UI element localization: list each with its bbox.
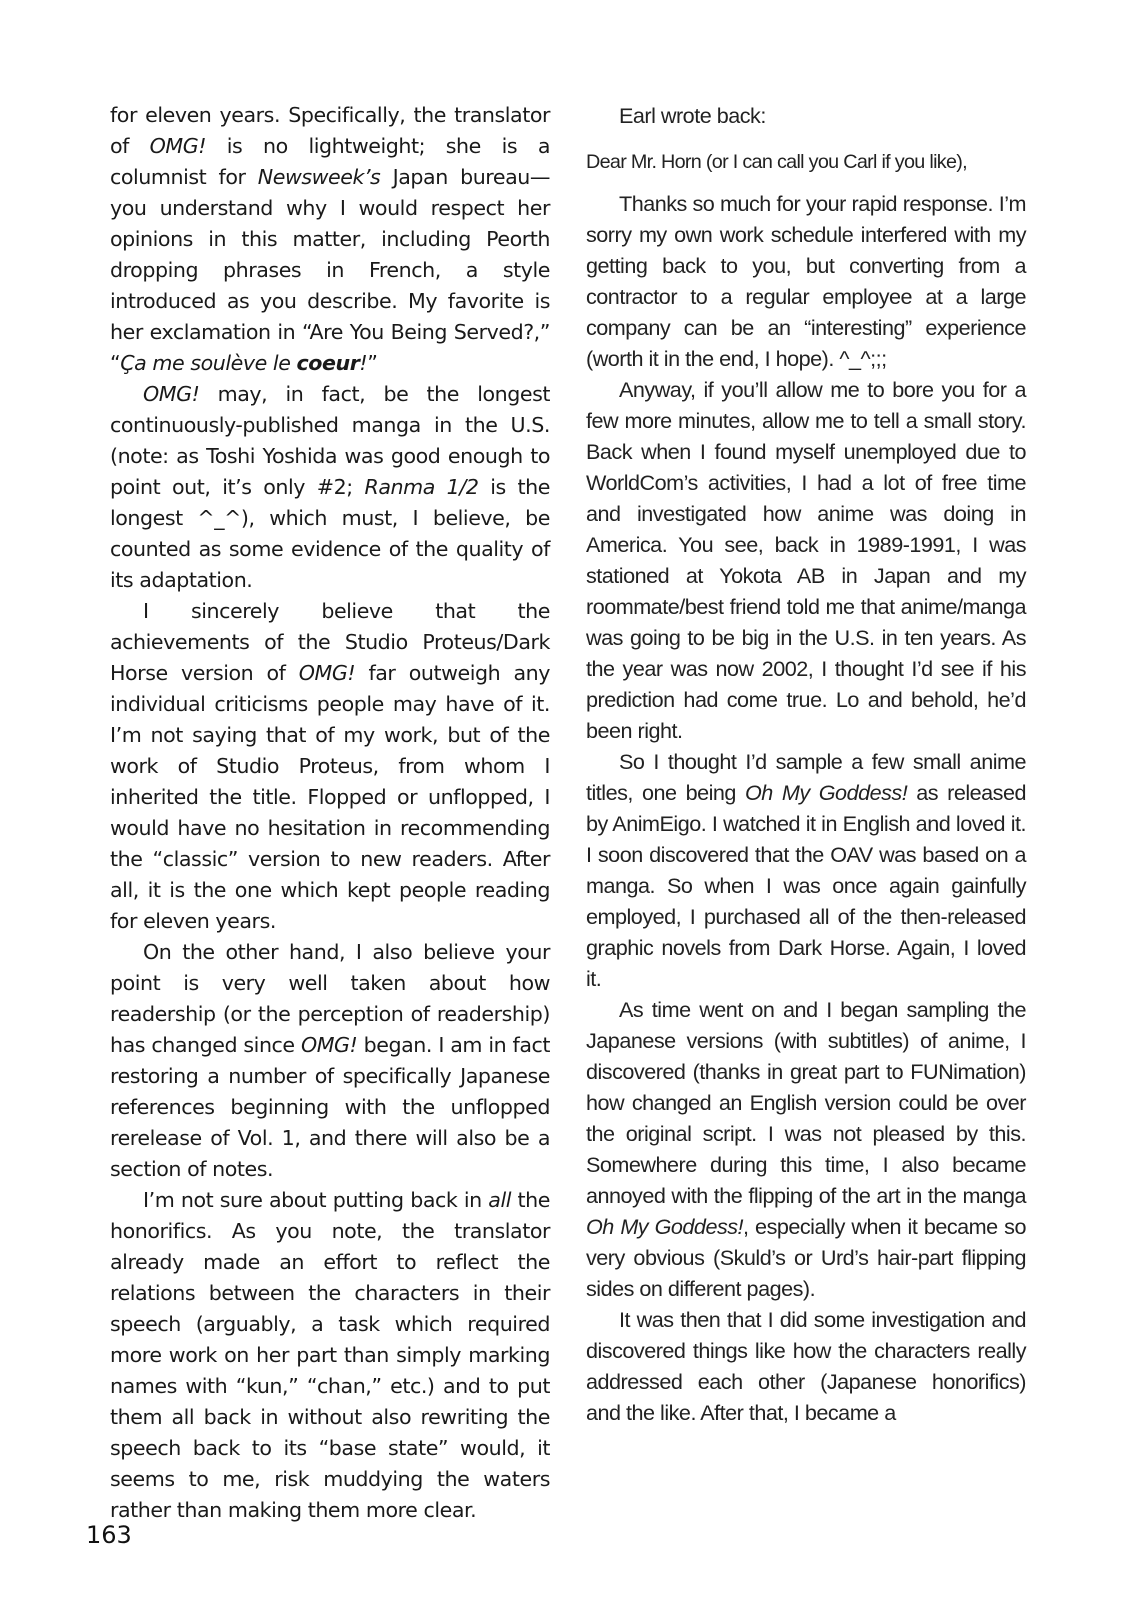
text: for eleven years. Specifically, the translator of: [110, 103, 550, 158]
text: ”: [367, 351, 378, 375]
title-italic: OMG!: [300, 1033, 358, 1057]
paragraph: [110, 937, 550, 1185]
text: , especially when it became so very obvious (Skuld’s or Urd’s hair-part flipping sides on different pages).: [586, 1214, 1026, 1301]
title-italic: OMG!: [298, 661, 356, 685]
right-column: [586, 100, 1026, 1428]
title-italic: Ranma 1/2: [364, 475, 479, 499]
text: So I thought I’d sample a few small anime titles, one being: [586, 749, 1026, 805]
title-italic: Oh My Goddess!: [586, 1214, 744, 1239]
text: may, in fact, be the longest continuously-published manga in the U.S. (note: as Toshi Yoshida was good enough to point out, it’s only #2;: [110, 382, 550, 499]
title-italic: OMG!: [149, 134, 207, 158]
paragraph: Thanks so much for your rapid response. I’m sorry my own work schedule interfered with my getting back to you, but converting from a contractor to a regular employee at a large company can be an “interesting” experience (worth it in the end, I hope). ^_^;;;: [586, 191, 1026, 371]
title-italic: Newsweek’s: [257, 165, 381, 189]
text: I sincerely believe that the achievements of the Studio Proteus/Dark Horse version of: [110, 599, 550, 685]
text: is no lightweight; she is a columnist for: [110, 134, 550, 189]
french-phrase-bold: coeur: [296, 351, 360, 375]
text: began. I am in fact restoring a number of specifically Japanese references beginning with the unflopped rerelease of Vol. 1, and there will also be a section of notes.: [110, 1033, 551, 1181]
letter-heading: Earl wrote back:: [619, 103, 766, 128]
paragraph: [586, 746, 1026, 994]
french-phrase: !: [359, 351, 368, 375]
paragraph: [110, 100, 550, 379]
text: the honorifics. As you note, the translator already made an effort to reflect the relations between the characters in their speech (arguably, a task which required more work on her part than simply marking names with “kun,” “chan,” etc.) and to put them all back in without also rewriting the speech back to its “base state” would, it seems to me, risk muddying the waters rather than making them more clear.: [110, 1188, 550, 1522]
french-phrase: Ça me soulève le: [120, 351, 297, 375]
paragraph: [586, 994, 1026, 1304]
text: far outweigh any individual criticisms people may have of it. I’m not saying that of my work, but of the work of Studio Proteus, from whom I inherited the title. Flopped or unflopped, I would have no hesitation in recommending the “classic” version to new readers. After all, it is the one which kept people reading for eleven years.: [110, 661, 550, 933]
paragraph: [110, 379, 550, 596]
paragraph: Anyway, if you’ll allow me to bore you for a few more minutes, allow me to tell a small story. Back when I found myself unemployed due to WorldCom’s activities, I had a lot of free time and investigated how anime was doing in America. You see, back in 1989-1991, I was stationed at Yokota AB in Japan and my roommate/best friend told me that anime/manga was going to be big in the U.S. in ten years. As the year was now 2002, I thought I’d see if his prediction had come true. Lo and behold, he’d been right.: [586, 377, 1026, 743]
text: Japan bureau—you understand why I would respect her opinions in this matter, including Peorth dropping phrases in French, a style introduced as you describe. My favorite is her exclamation in “Are You Being Served?,” “: [110, 165, 550, 375]
text: as released by AnimEigo. I watched it in English and loved it. I soon discovered that the OAV was based on a manga. So when I was once again gainfully employed, I purchased all of the then-released graphic novels from Dark Horse. Again, I loved it.: [586, 780, 1027, 991]
page-number: 163: [86, 1521, 132, 1549]
title-italic: Oh My Goddess!: [745, 780, 908, 805]
paragraph: It was then that I did some investigation and discovered things like how the characters really addressed each other (Japanese honorifics) and the like. After that, I became a: [586, 1307, 1026, 1425]
text: On the other hand, I also believe your point is very well taken about how readership (or the perception of readership) has changed since: [110, 940, 550, 1057]
paragraph: [110, 1185, 550, 1526]
paragraph: [110, 596, 550, 937]
text: is the longest ^_^), which must, I believe, be counted as some evidence of the quality of its adaptation.: [110, 475, 550, 592]
text: As time went on and I began sampling the Japanese versions (with subtitles) of anime, I discovered (thanks in great part to FUNimation) how changed an English version could be over the original script. I was not pleased by this. Somewhere during this time, I also became annoyed with the flipping of the art in the manga: [586, 997, 1026, 1208]
salutation: Dear Mr. Horn (or I can call you Carl if you like),: [586, 151, 967, 173]
text: I’m not sure about putting back in: [143, 1188, 489, 1212]
emphasis: all: [488, 1188, 512, 1212]
left-column: [110, 100, 550, 1526]
title-italic: OMG!: [143, 382, 200, 406]
